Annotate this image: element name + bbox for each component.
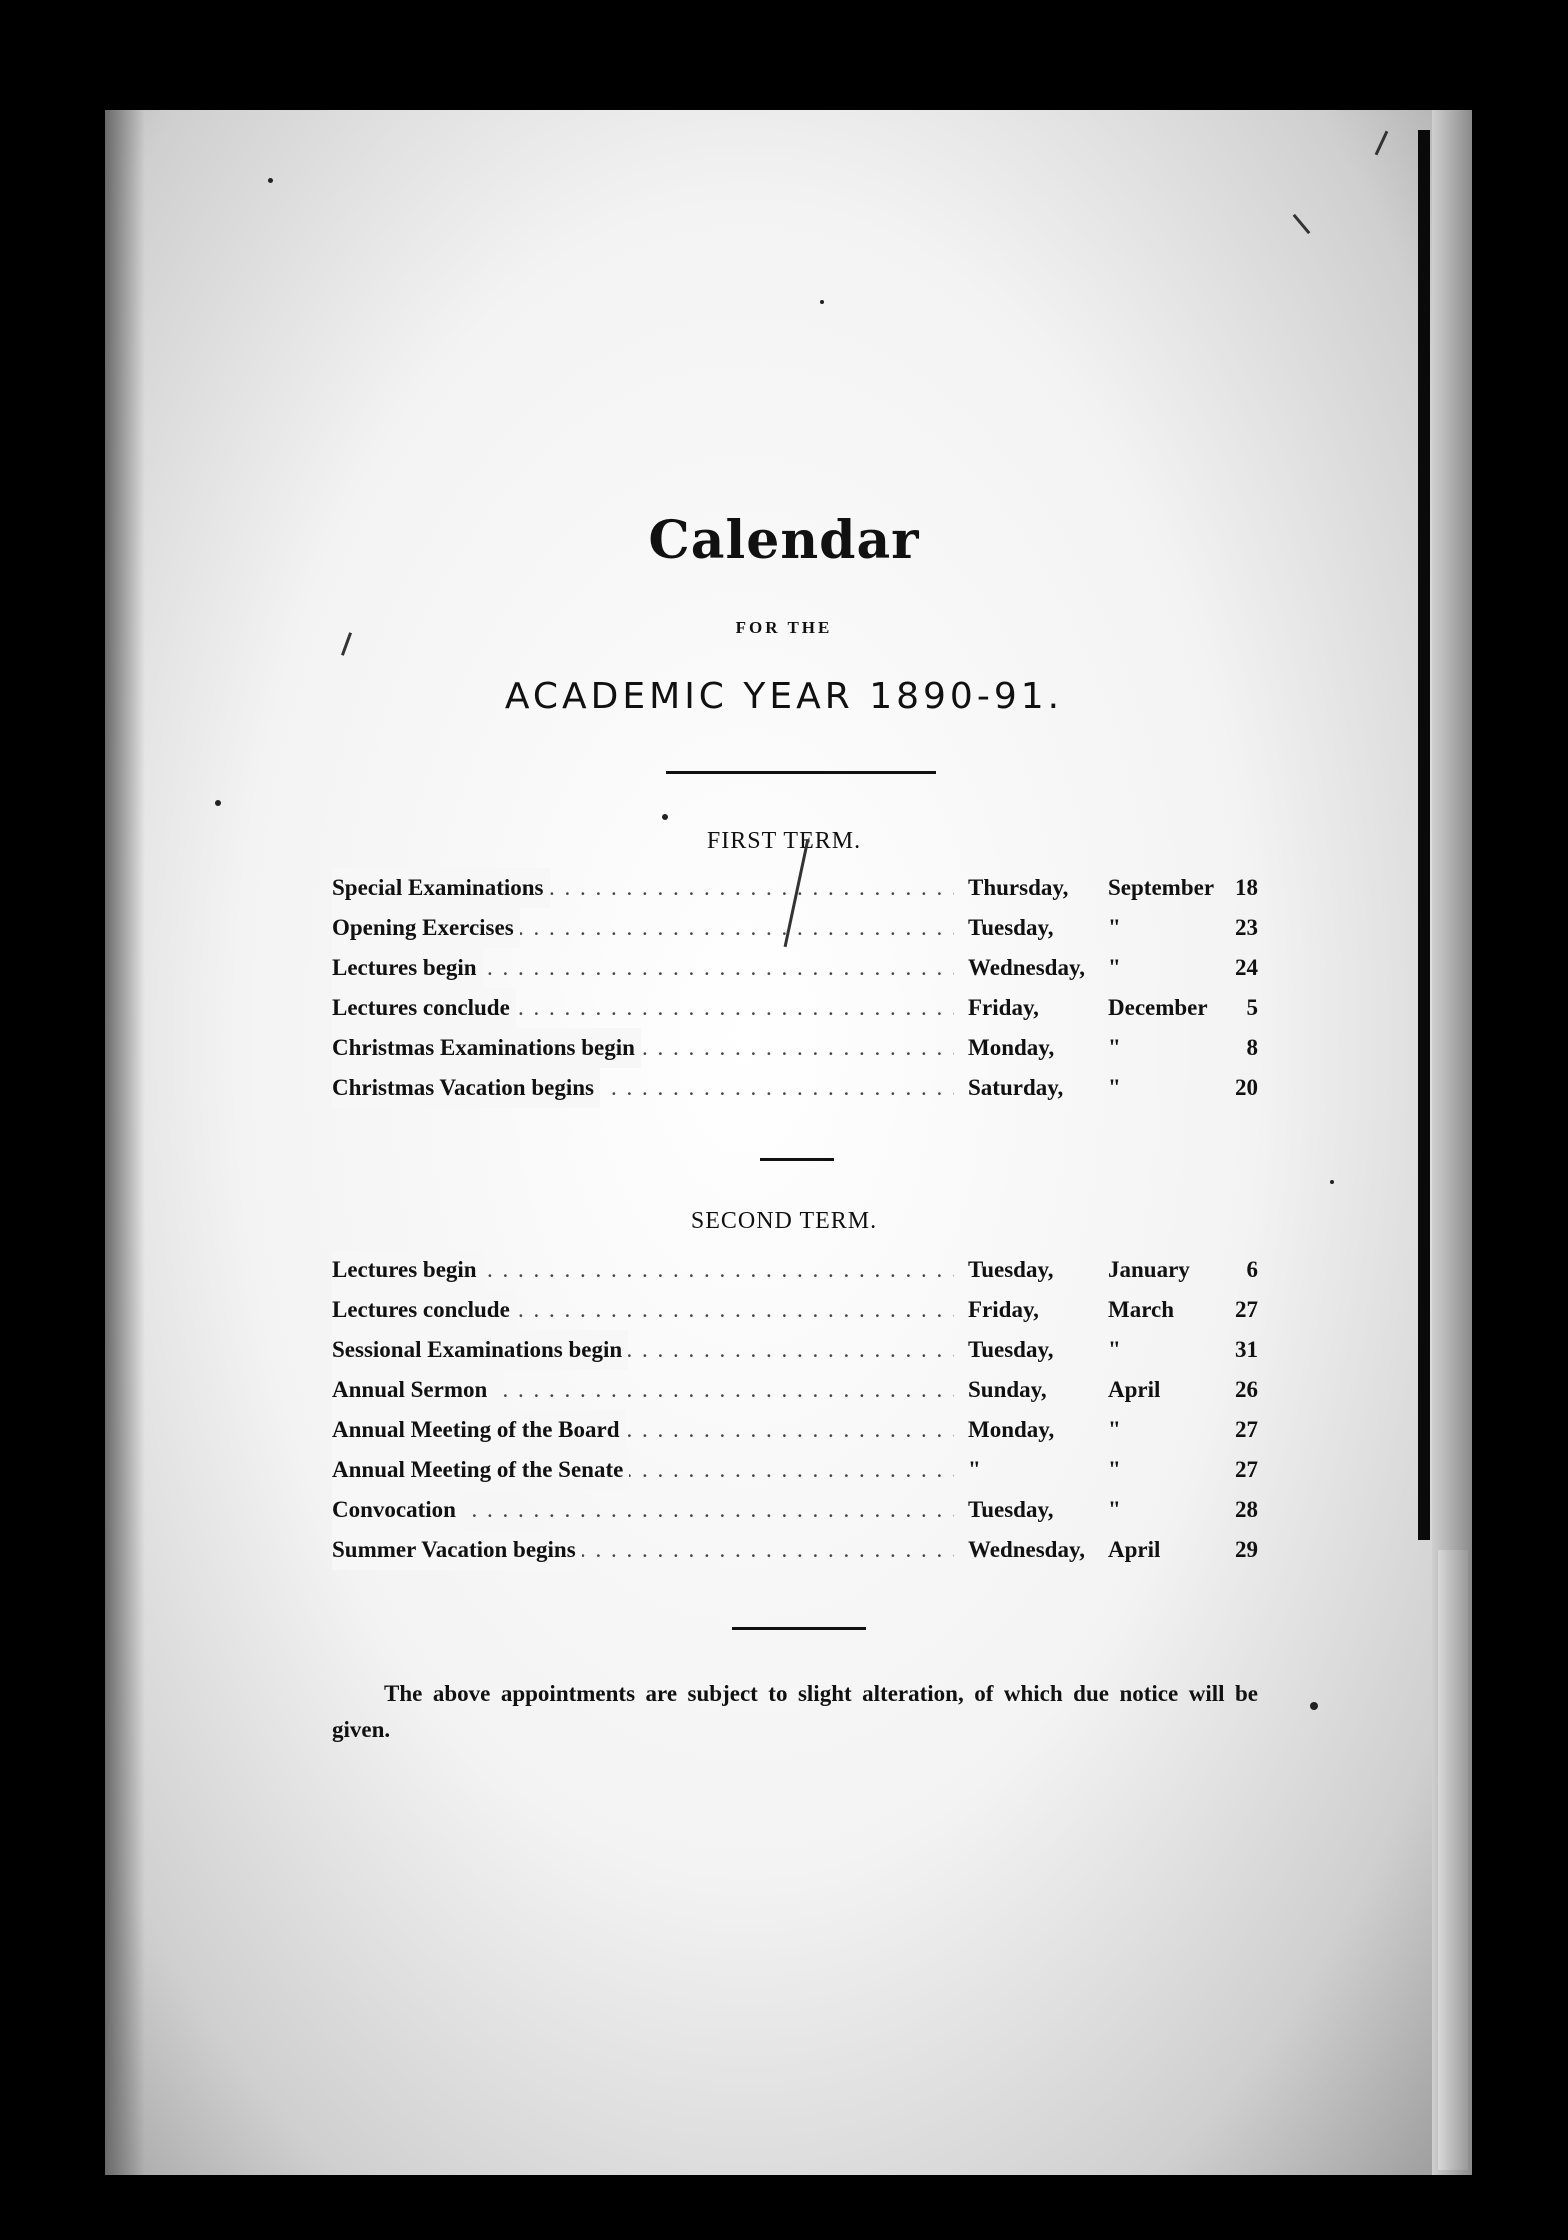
event-name: Annual Meeting of the Senate [332, 1450, 629, 1490]
calendar-row [332, 1290, 1258, 1330]
second-term-table [332, 1250, 1258, 1570]
page-title: Calendar [648, 510, 920, 571]
scan-speck [1310, 1702, 1318, 1710]
facing-page-edge-lower [1438, 1550, 1468, 2170]
date-number: 20 [1235, 1075, 1258, 1100]
calendar-row [332, 1530, 1258, 1570]
event-name: Sessional Examinations begin [332, 1330, 628, 1370]
month: April [1108, 1537, 1161, 1562]
calendar-row [332, 1330, 1258, 1370]
month: " [1108, 1497, 1121, 1522]
month: March [1108, 1297, 1175, 1322]
scan-speck [662, 814, 668, 820]
footnote: The above appointments are subject to slight alteration, of which due notice will be given. [332, 1681, 1258, 1742]
month: " [1108, 1337, 1121, 1362]
weekday: Tuesday, [968, 1337, 1054, 1362]
scan-speck [820, 300, 824, 304]
event-name: Lectures begin [332, 1250, 483, 1290]
weekday: Thursday, [968, 875, 1069, 900]
first-term-heading: FIRST TERM. [706, 828, 862, 854]
scan-speck [215, 800, 221, 806]
date-number: 26 [1235, 1377, 1258, 1402]
scan-speck [268, 178, 273, 183]
event-name: Special Examinations [332, 868, 550, 908]
divider-rule [732, 1627, 866, 1630]
weekday: Wednesday, [968, 1537, 1085, 1562]
weekday: Monday, [968, 1417, 1055, 1442]
month: September [1108, 875, 1215, 900]
calendar-row [332, 1410, 1258, 1450]
weekday: " [968, 1457, 981, 1482]
date-number: 27 [1235, 1457, 1258, 1482]
weekday: Tuesday, [968, 1257, 1054, 1282]
event-name: Christmas Examinations begin [332, 1028, 641, 1068]
calendar-row [332, 1490, 1258, 1530]
event-name: Lectures begin [332, 948, 483, 988]
calendar-row [332, 1370, 1258, 1410]
month: " [1108, 915, 1121, 940]
date-number: 18 [1235, 875, 1258, 900]
month: " [1108, 1075, 1121, 1100]
calendar-row [332, 1028, 1258, 1068]
month: April [1108, 1377, 1161, 1402]
date-number: 5 [1246, 995, 1258, 1020]
weekday: Friday, [968, 995, 1039, 1020]
weekday: Tuesday, [968, 1497, 1054, 1522]
calendar-row [332, 1068, 1258, 1108]
divider-rule-short [760, 1158, 834, 1161]
month: " [1108, 1035, 1121, 1060]
month: December [1108, 995, 1208, 1020]
scan-speck [1330, 1180, 1334, 1184]
second-term-heading: SECOND TERM. [690, 1208, 878, 1234]
date-number: 31 [1235, 1337, 1258, 1362]
date-number: 28 [1235, 1497, 1258, 1522]
date-number: 8 [1246, 1035, 1258, 1060]
calendar-row [332, 988, 1258, 1028]
calendar-row [332, 1450, 1258, 1490]
date-number: 27 [1235, 1417, 1258, 1442]
date-number: 6 [1246, 1257, 1258, 1282]
month: January [1108, 1257, 1190, 1282]
weekday: Monday, [968, 1035, 1055, 1060]
event-name: Lectures conclude [332, 1290, 516, 1330]
weekday: Friday, [968, 1297, 1039, 1322]
calendar-row [332, 948, 1258, 988]
document-page [105, 110, 1443, 2175]
weekday: Saturday, [968, 1075, 1064, 1100]
event-name: Summer Vacation begins [332, 1530, 582, 1570]
weekday: Wednesday, [968, 955, 1085, 980]
weekday: Tuesday, [968, 915, 1054, 940]
event-name: Christmas Vacation begins [332, 1068, 600, 1108]
weekday: Sunday, [968, 1377, 1047, 1402]
month: " [1108, 1457, 1121, 1482]
month: " [1108, 1417, 1121, 1442]
date-number: 27 [1235, 1297, 1258, 1322]
date-number: 29 [1235, 1537, 1258, 1562]
subtitle-academic-year: ACADEMIC YEAR 1890-91. [504, 676, 1064, 717]
subtitle-small: FOR THE [735, 618, 833, 637]
month: " [1108, 955, 1121, 980]
event-name: Annual Sermon [332, 1370, 493, 1410]
event-name: Opening Exercises [332, 908, 520, 948]
date-number: 23 [1235, 915, 1258, 940]
calendar-row [332, 1250, 1258, 1290]
divider-rule [666, 771, 936, 774]
page-edge-shadow [105, 110, 145, 2175]
calendar-row [332, 908, 1258, 948]
event-name: Annual Meeting of the Board [332, 1410, 626, 1450]
event-name: Convocation [332, 1490, 462, 1530]
event-name: Lectures conclude [332, 988, 516, 1028]
date-number: 24 [1235, 955, 1258, 980]
